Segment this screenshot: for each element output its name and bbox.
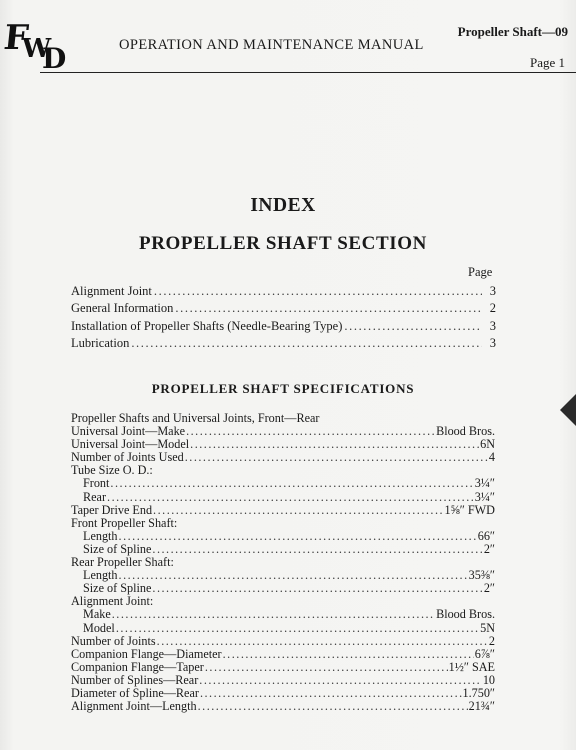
index-entry <box>71 336 496 353</box>
index-entry-label: Alignment Joint <box>71 284 152 298</box>
spec-label: Length <box>83 528 118 543</box>
spec-label: Rear <box>83 489 107 504</box>
spec-label: Make <box>83 607 111 622</box>
header-divider <box>40 72 576 73</box>
index-entry <box>71 284 496 301</box>
index-entry-page: 2 <box>489 301 496 316</box>
index-entry-label: General Information <box>71 301 174 316</box>
spec-value: 35⅜″ <box>468 568 495 583</box>
spec-value: 4 <box>488 450 495 465</box>
dot-leader <box>152 543 482 556</box>
spec-value: 2 <box>488 633 495 648</box>
dot-leader <box>119 530 477 543</box>
spec-label: Front Propeller Shaft: <box>71 515 178 530</box>
spec-label: Alignment Joint—Length <box>71 699 197 714</box>
fwd-logo: F W D <box>1 18 67 75</box>
spec-row <box>71 595 495 608</box>
spec-row <box>71 635 495 648</box>
dot-leader <box>153 504 444 517</box>
dot-leader <box>199 674 482 687</box>
dot-leader <box>116 622 479 635</box>
dot-leader <box>175 301 482 316</box>
spec-row <box>71 464 495 477</box>
spec-value: 1.750″ <box>462 685 495 700</box>
spec-value: 10 <box>482 672 495 687</box>
dot-leader <box>157 635 488 648</box>
spec-value: Blood Bros. <box>436 607 495 622</box>
spec-value: 2″ <box>483 581 495 596</box>
manual-title: OPERATION AND MAINTENANCE MANUAL <box>119 37 424 53</box>
spec-label: Companion Flange—Diameter <box>71 646 222 661</box>
index-entry-page: 3 <box>489 284 496 298</box>
spec-row <box>71 622 495 635</box>
page-tab-marker <box>560 394 576 426</box>
spec-row <box>71 517 495 530</box>
dot-leader <box>344 319 482 334</box>
spec-row <box>71 491 495 504</box>
dot-leader <box>185 451 488 464</box>
spec-row <box>71 674 495 687</box>
spec-label: Number of Joints Used <box>71 450 184 465</box>
spec-value: 66″ <box>477 528 495 543</box>
spec-label: Model <box>83 620 115 635</box>
spec-row <box>71 700 495 713</box>
spec-value: 21¾″ <box>468 699 495 714</box>
dot-leader <box>110 477 473 490</box>
spec-value: 1½″ SAE <box>448 659 495 674</box>
spec-label: Diameter of Spline—Rear <box>71 685 199 700</box>
dot-leader <box>119 569 468 582</box>
spec-value: 3¼″ <box>474 476 495 491</box>
spec-label: Size of Spline <box>83 581 152 596</box>
specifications-list <box>71 412 495 713</box>
spec-label: Taper Drive End <box>71 502 153 517</box>
dot-leader <box>112 608 435 621</box>
index-entry <box>71 319 496 336</box>
spec-value: 1⅝″ FWD <box>444 502 495 517</box>
index-entry-label: Lubrication <box>71 335 130 350</box>
spec-value: Blood Bros. <box>436 424 495 439</box>
spec-label: Number of Joints <box>71 633 156 648</box>
spec-row <box>71 556 495 569</box>
dot-leader <box>154 284 482 299</box>
spec-label: Length <box>83 568 118 583</box>
spec-value: 6⅞″ <box>474 646 495 661</box>
dot-leader <box>131 336 482 351</box>
spec-row <box>71 608 495 621</box>
dot-leader <box>186 425 435 438</box>
page-number: Page 1 <box>529 55 565 70</box>
spec-row <box>71 530 495 543</box>
spec-label: Size of Spline <box>83 541 152 556</box>
index-entry <box>71 301 496 318</box>
dot-leader <box>107 491 474 504</box>
spec-value: 6N <box>480 437 495 452</box>
index-list <box>71 284 496 353</box>
page-column-label: Page <box>468 265 493 279</box>
spec-label: Propeller Shafts and Universal Joints, Front—Rear <box>71 411 320 425</box>
spec-value: 5N <box>480 620 495 635</box>
spec-label: Universal Joint—Model <box>71 437 190 452</box>
dot-leader <box>200 687 462 700</box>
spec-label: Rear Propeller Shaft: <box>71 555 174 570</box>
dot-leader <box>223 648 474 661</box>
spec-value: 3¼″ <box>474 489 495 504</box>
spec-label: Tube Size O. D.: <box>71 463 153 478</box>
spec-row <box>71 661 495 674</box>
spec-value: 2″ <box>483 541 495 556</box>
spec-row <box>71 504 495 517</box>
specifications-title: PROPELLER SHAFT SPECIFICATIONS <box>151 381 415 396</box>
index-entry-page: 3 <box>489 318 496 333</box>
spec-label: Alignment Joint: <box>71 594 154 609</box>
dot-leader <box>152 582 482 595</box>
spec-label: Companion Flange—Taper <box>71 659 204 674</box>
dot-leader <box>205 661 448 674</box>
dot-leader <box>198 700 468 713</box>
index-title: INDEX <box>250 195 316 216</box>
spec-row <box>71 648 495 661</box>
index-entry-page: 3 <box>489 335 496 350</box>
spec-label: Universal Joint—Make <box>71 424 186 439</box>
section-title: PROPELLER SHAFT SECTION <box>139 233 427 254</box>
section-reference: Propeller Shaft—09 <box>457 24 568 39</box>
index-entry-label: Installation of Propeller Shafts (Needle-Bearing Type) <box>71 318 343 333</box>
spec-label: Number of Splines—Rear <box>71 672 199 687</box>
spec-label: Front <box>83 476 110 491</box>
dot-leader <box>190 438 479 451</box>
spec-row <box>71 477 495 490</box>
